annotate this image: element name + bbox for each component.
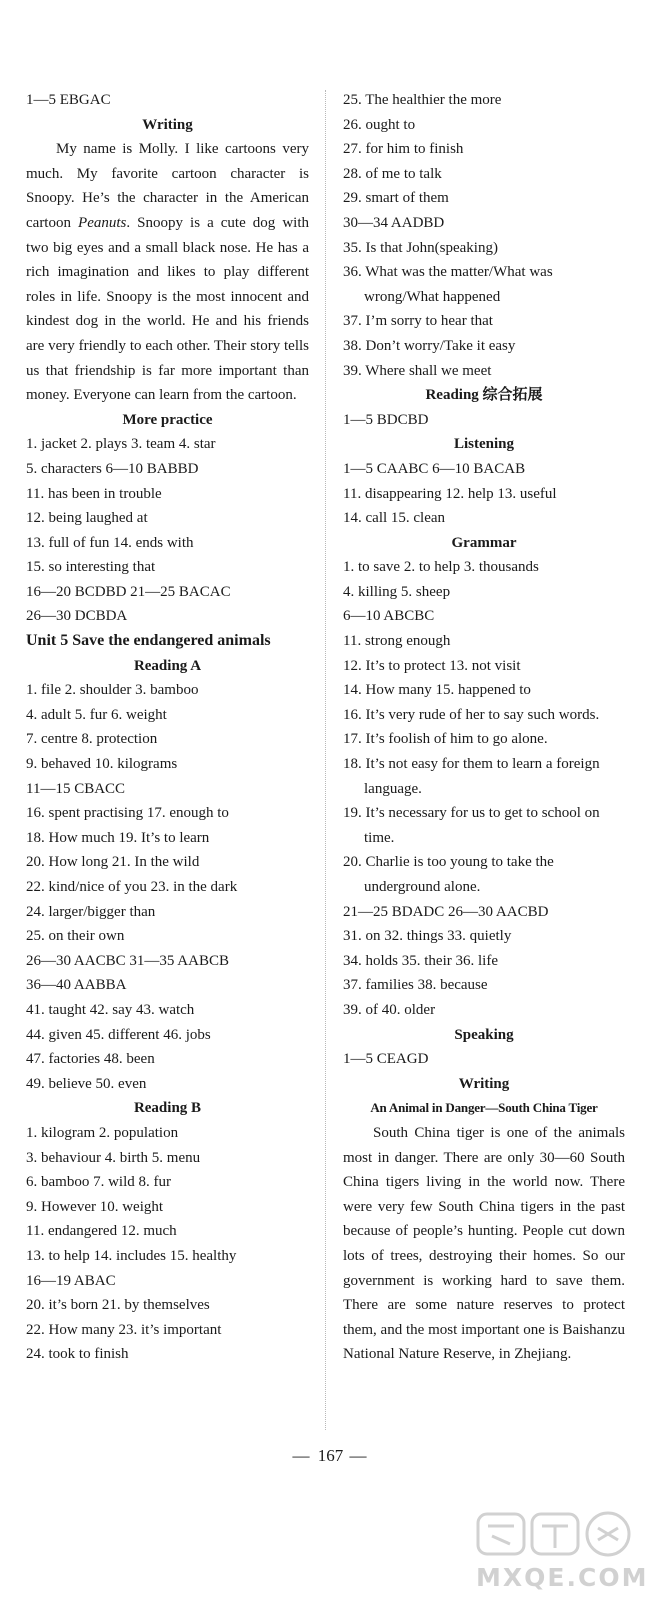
- reading-extension-answers: [343, 408, 625, 433]
- answer-line: 31. on 32. things 33. quietly: [343, 928, 512, 945]
- reading-a-answers: [26, 678, 309, 1096]
- answer-line: 4. killing 5. sheep: [343, 583, 451, 600]
- section-heading-reading-b: Reading B: [133, 1100, 202, 1117]
- answer-line: 36—40 AABBA: [26, 977, 127, 994]
- answer-line: 26—30 DCBDA: [26, 608, 128, 625]
- answer-line: 17. It’s foolish of him to go alone.: [343, 731, 548, 748]
- answer-line: 15. so interesting that: [26, 559, 156, 576]
- writing-paragraph: [26, 137, 309, 408]
- answer-line: 12. It’s to protect 13. not visit: [343, 657, 521, 674]
- answer-line: 29. smart of them: [343, 190, 449, 207]
- cartoon-title: Peanuts: [78, 214, 127, 231]
- answer-line: 24. larger/bigger than: [26, 903, 156, 920]
- answer-line: 13. full of fun 14. ends with: [26, 534, 194, 551]
- reading-b-answers: [26, 1121, 309, 1367]
- answer-line: 16—19 ABAC: [26, 1272, 116, 1289]
- essay-title: An Animal in Danger—South China Tiger: [370, 1100, 598, 1116]
- answer-line: 19. It’s necessary for us to get to school on time.: [343, 805, 600, 846]
- answer-line: 16—20 BCDBD 21—25 BACAC: [26, 583, 231, 600]
- reading-b-continued-answers: [343, 88, 625, 383]
- watermark-text: MXQE.COM: [476, 1563, 649, 1592]
- answer-line: 11. strong enough: [343, 633, 451, 650]
- answer-line: 1. jacket 2. plays 3. team 4. star: [26, 436, 216, 453]
- answer-line: 1—5 CEAGD: [343, 1051, 429, 1068]
- answer-line: 25. The healthier the more: [343, 92, 502, 108]
- section-heading-reading-a: Reading A: [133, 657, 202, 674]
- answer-line: 39. Where shall we meet: [343, 362, 492, 379]
- answer-line: 1. to save 2. to help 3. thousands: [343, 559, 539, 576]
- answer-line: 3. behaviour 4. birth 5. menu: [26, 1149, 201, 1166]
- speaking-answers: [343, 1047, 625, 1072]
- answer-line: 9. However 10. weight: [26, 1198, 164, 1215]
- watermark-logo: [470, 1508, 655, 1594]
- section-heading-grammar: Grammar: [451, 534, 517, 551]
- answer-line: 34. holds 35. their 36. life: [343, 952, 498, 969]
- section-heading-listening: Listening: [453, 436, 514, 453]
- more-practice-answers: [26, 432, 309, 629]
- answer-line: 1—5 BDCBD: [343, 411, 429, 428]
- answer-line: 47. factories 48. been: [26, 1051, 155, 1068]
- section-heading-writing-2: Writing: [458, 1075, 510, 1092]
- answer-line: 1—5 CAABC 6—10 BACAB: [343, 460, 526, 477]
- writing-text-part1: My name is Molly. I like cartoons very much. My favorite cartoon character is Snoopy. He’s the character in the American cartoon: [26, 141, 309, 231]
- answer-line: 21—25 BDADC 26—30 AACBD: [343, 903, 549, 920]
- answer-line: 13. to help 14. includes 15. healthy: [26, 1247, 237, 1264]
- answer-line: 41. taught 42. say 43. watch: [26, 1001, 195, 1018]
- answer-line: 20. it’s born 21. by themselves: [26, 1297, 210, 1314]
- answer-line: 1. file 2. shoulder 3. bamboo: [26, 682, 199, 699]
- section-heading-more-practice: More practice: [122, 411, 213, 428]
- answer-line: 14. How many 15. happened to: [343, 682, 531, 699]
- answer-line: 26. ought to: [343, 116, 416, 133]
- answer-line: 44. given 45. different 46. jobs: [26, 1026, 211, 1043]
- answer-line: 18. It’s not easy for them to learn a foreign language.: [343, 756, 600, 797]
- answer-line: 1. kilogram 2. population: [26, 1124, 179, 1141]
- answer-line: 37. I’m sorry to hear that: [343, 313, 493, 330]
- answer-line: 1—5 EBGAC: [26, 92, 111, 108]
- answer-line: 16. It’s very rude of her to say such words.: [343, 706, 600, 723]
- section-heading-reading-extension: Reading 综合拓展: [425, 387, 543, 404]
- answer-line: 22. How many 23. it’s important: [26, 1321, 222, 1338]
- answer-line: 22. kind/nice of you 23. in the dark: [26, 879, 238, 895]
- page-number-value: 167: [317, 1446, 344, 1465]
- right-column: [343, 88, 625, 1367]
- answer-line: 11. endangered 12. much: [26, 1223, 177, 1240]
- answer-line: 11—15 CBACC: [26, 780, 126, 797]
- left-column: [26, 88, 309, 1367]
- listening-answers: [343, 457, 625, 531]
- answer-line: 16. spent practising 17. enough to: [26, 805, 229, 822]
- writing-text-part2: . Snoopy is a cute dog with two big eyes and a small black nose. He has a rich imagination and likes to play different roles in life. Snoopy is the most innocent and kindest dog in the world. He and his friends are very friendly to each other. Their story tells us that friendship is far more important than money. Everyone can learn from the cartoon.: [26, 214, 310, 404]
- answer-line: 12. being laughed at: [26, 510, 148, 527]
- answer-line: 38. Don’t worry/Take it easy: [343, 337, 516, 354]
- answer-line: 5. characters 6—10 BABBD: [26, 460, 199, 477]
- column-divider: [325, 90, 326, 1430]
- page-number: — 167 —: [292, 1446, 369, 1465]
- answer-line: 28. of me to talk: [343, 165, 442, 182]
- answer-line: 11. disappearing 12. help 13. useful: [343, 485, 557, 502]
- answer-line: 36. What was the matter/What was wrong/What happened: [343, 264, 553, 305]
- essay-paragraph: South China tiger is one of the animals most in danger. There are only 30—60 South China tigers living in the world now. There were very few South China tigers in the past because of people’s hunting. People cut down lots of trees, destroying their homes. So our government is working hard to save them. There are some nature reserves to protect them, and the most important one is Baishanzu National Nature Reserve, in Zhejiang.: [343, 1124, 625, 1363]
- answer-line: 30—34 AADBD: [343, 214, 445, 231]
- answer-line: 27. for him to finish: [343, 141, 464, 158]
- section-heading-speaking: Speaking: [454, 1026, 514, 1043]
- answer-line: 18. How much 19. It’s to learn: [26, 829, 210, 846]
- unit-title: Unit 5 Save the endangered animals: [26, 632, 271, 650]
- answer-line: 39. of 40. older: [343, 1001, 436, 1018]
- answer-line: 37. families 38. because: [343, 977, 488, 994]
- answer-line: 35. Is that John(speaking): [343, 239, 498, 256]
- answer-line: 11. has been in trouble: [26, 485, 162, 502]
- grammar-answers: [343, 555, 625, 1022]
- answer-line: 25. on their own: [26, 928, 125, 945]
- answer-line: 6—10 ABCBC: [343, 608, 435, 625]
- answer-line: 24. took to finish: [26, 1346, 129, 1363]
- answer-line: 6. bamboo 7. wild 8. fur: [26, 1174, 171, 1191]
- answer-line: 20. Charlie is too young to take the underground alone.: [343, 854, 554, 895]
- answer-line: 49. believe 50. even: [26, 1075, 147, 1092]
- answer-line: 7. centre 8. protection: [26, 731, 158, 748]
- section-heading-writing: Writing: [142, 116, 193, 133]
- answer-line: 26—30 AACBC 31—35 AABCB: [26, 952, 229, 969]
- answer-line: 14. call 15. clean: [343, 510, 446, 527]
- answer-line: 9. behaved 10. kilograms: [26, 756, 178, 773]
- answer-line: 4. adult 5. fur 6. weight: [26, 706, 167, 723]
- answer-line: 20. How long 21. In the wild: [26, 854, 200, 871]
